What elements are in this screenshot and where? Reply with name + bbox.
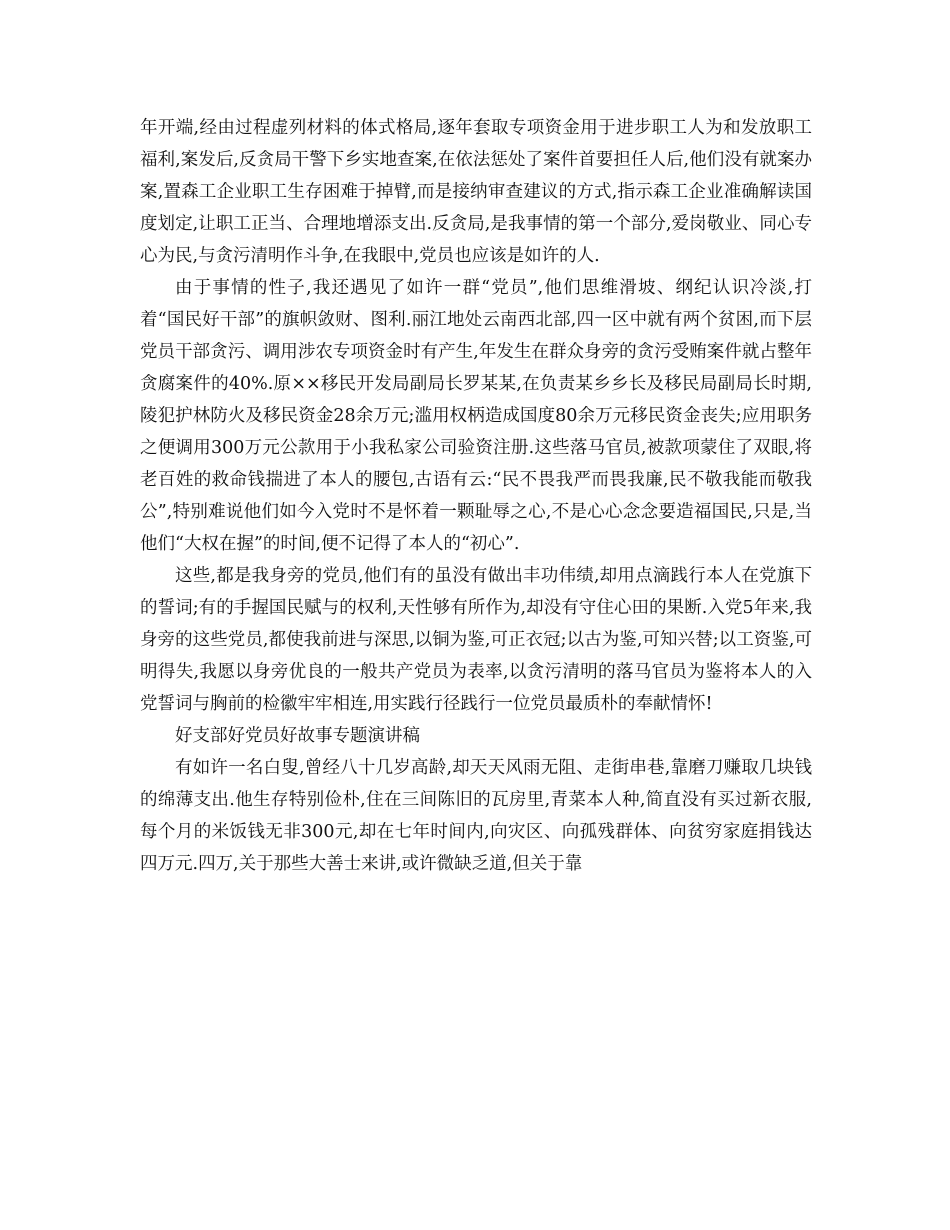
body-paragraph-4: 有如许一名白叟,曾经八十几岁高龄,却天天风雨无阻、走街串巷,靠磨刀赚取几块钱的绵薄支出.他生存特别俭朴,住在三间陈旧的瓦房里,青菜本人种,简直没有买过新衣服,每个月的米饭钱无非300元,却在七年时间内,向灾区、向孤残群体、向贫穷家庭捐钱达四万元.四万,关于那些大善士来讲,或许微缺乏道,但关于靠 <box>140 758 812 874</box>
body-paragraph-3: 这些,都是我身旁的党员,他们有的虽没有做出丰功伟绩,却用点滴践行本人在党旗下的誓词;有的手握国民赋与的权利,天性够有所作为,却没有守住心田的果断.入党5年来,我身旁的这些党员,都使我前进与深思,以铜为鉴,可正衣冠;以古为鉴,可知兴替;以工资鉴,可明得失,我愿以身旁优良的一般共产党员为表率,以贪污清明的落马官员为鉴将本人的入党誓词与胸前的检徽牢牢相连,用实践行径践行一位党员最质朴的奉献情怀! <box>140 566 812 714</box>
section-heading: 好支部好党员好故事专题演讲稿 <box>175 726 420 746</box>
document-page <box>140 112 812 880</box>
body-paragraph-2: 由于事情的性子,我还遇见了如许一群“党员”,他们思维滑坡、纲纪认识冷淡,打着“国民好干部”的旗帜敛财、图利.丽江地处云南西北部,四一区中就有两个贫困,而下层党员干部贪污、调用涉农专项资金时有产生,年发生在群众身旁的贪污受贿案件就占整年贪腐案件的40%.原××移民开发局副局长罗某某,在负责某乡乡长及移民局副局长时期,陵犯护林防火及移民资金28余万元;滥用权柄造成国度80余万元移民资金丧失;应用职务之便调用300万元公款用于小我私家公司验资注册.这些落马官员,被款项蒙住了双眼,将老百姓的救命钱揣进了本人的腰包,古语有云:“民不畏我严而畏我廉,民不敬我能而敬我公”,特别难说他们如今入党时不是怀着一颗耻辱之心,不是心心念念要造福国民,只是,当他们“大权在握”的时间,便不记得了本人的“初心”. <box>140 278 812 554</box>
body-paragraph-1: 年开端,经由过程虚列材料的体式格局,逐年套取专项资金用于进步职工人为和发放职工福利,案发后,反贪局干警下乡实地查案,在依法惩处了案件首要担任人后,他们没有就案办案,置森工企业职工生存困难于掉臂,而是接纳审查建议的方式,指示森工企业准确解读国度划定,让职工正当、合理地增添支出.反贪局,是我事情的第一个部分,爱岗敬业、同心专心为民,与贪污清明作斗争,在我眼中,党员也应该是如许的人. <box>140 118 812 266</box>
